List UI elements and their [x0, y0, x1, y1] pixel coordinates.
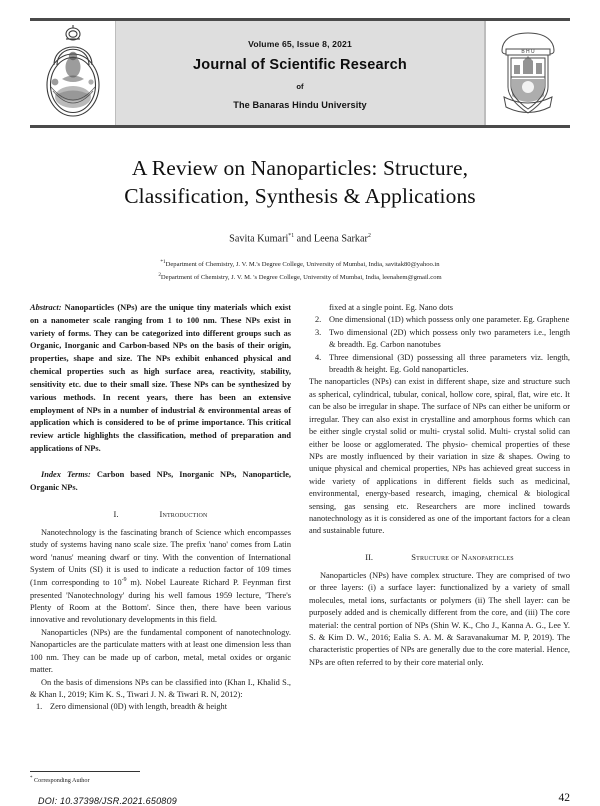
dimension-item-3-number: 3.: [315, 327, 322, 337]
affiliation-2: [30, 271, 570, 284]
intro-p1-part-b: m). Nobel Laureate Richard P. Feynman first presented 'Nanotechnology' during his well famous 1959 lecture, 'There's Plenty of Room at the Bottom'. Since then, there have been various innovative and revolutionary developments in this field.: [30, 578, 292, 625]
bhu-university-seal-icon: [42, 25, 104, 121]
dimension-item-3-text: Two dimensional (2D) which possess only two parameters i.e., length & breadth. Eg. Carbon nanotubes: [329, 327, 570, 350]
right-column: [309, 302, 570, 806]
section-1-number: I.: [113, 508, 119, 519]
index-terms-label: Index Terms:: [41, 469, 91, 479]
page-number: 42: [558, 791, 570, 804]
abstract-paragraph: [30, 302, 291, 456]
dimension-list-item-2: [309, 314, 570, 326]
intro-paragraph-2: Nanoparticles (NPs) are the fundamental component of nanotechnology. Nanoparticles are the particulate matters with at least one dimension less than 100 nm. They can be made up of carbon, metal, metal oxides or organic matter.: [30, 627, 291, 675]
section-1-title: Introduction: [159, 508, 208, 519]
affiliation-2-marker: 2: [158, 272, 161, 278]
affiliation-2-text: Department of Chemistry, J. V. M. 's Degree College, University of Mumbai, India, leenahem@gmail.com: [160, 274, 442, 282]
corresponding-author-text: Corresponding Author: [32, 776, 90, 784]
section-heading-structure: [309, 552, 570, 562]
right-paragraph-1: The nanoparticles (NPs) can exist in different shape, size and structure such as spherical, cylindrical, tubular, conical, hollow core, spiral, flat, wire etc. It can be also be irregular in shape. The surface of NPs can either be uniform or irregular. They can also exist in crystalline and amorphous forms which can be either single crystal solid or multi- crystal solid. Multi- crystal solid can either be loose or agglomerated. The physio- chemical properties of these NPs are mostly influenced by their variation in size & shapes. Owing to unique physical and chemical properties, NPs has achieved great success in wide variety of applications in different fields such as medicinal, environmental, energy-based research, imaging, chemical & biological sensing, gas sensing etc. Researchers are more inclined towards nanotechnology as it is considered as one of the important factors for a clean and sustainable future.: [309, 377, 570, 536]
section-2-number: II.: [365, 551, 374, 562]
dimension-list-item-4: [309, 352, 570, 377]
author-1-name: Savita Kumari: [229, 233, 289, 245]
journal-title: Journal of Scientific Research: [193, 56, 407, 73]
two-column-body: [30, 302, 570, 806]
journal-masthead: [30, 18, 570, 128]
dimension-list-item-3: [309, 327, 570, 352]
volume-issue-year: Volume 65, Issue 8, 2021: [248, 38, 352, 49]
affiliation-1-text: Department of Chemistry, J. V. M.'s Degree College, University of Mumbai, India, savitak80@yahoo.in: [165, 261, 440, 269]
corresponding-author-marker: *: [30, 775, 33, 781]
dimension-item-1-number: 1.: [36, 702, 43, 712]
index-terms-paragraph: [30, 469, 291, 495]
dimension-item-4-number: 4.: [315, 352, 322, 362]
corresponding-author-note: [30, 776, 291, 784]
affiliation-1: [30, 258, 570, 271]
journal-banner: [115, 21, 485, 125]
author-conjunction: and: [294, 233, 314, 245]
abstract-label: Abstract:: [30, 302, 62, 312]
intro-p1-exponent: -9: [121, 577, 127, 584]
bhu-university-seal-logo-cell: [30, 21, 115, 125]
right-paragraph-2: Nanoparticles (NPs) have complex structure. They are comprised of two or three layers: (i) a surface layer: functionalized by a variety of small molecules, metal ions, surfactants or polymers (ii) The shell layer: can be purposely added and is chemically different from the core, and (iii) The core material: the central portion of NPs (Shin W. K., Cho J., Kanna A. G., Lee Y. S. & Kim D. W., 2016; Ealia S. A. M. & Saravanakumar M. P, 2019). The characteristic properties of NPs are generally due to the core material. Hence, NPs are often referred to by their core material only.: [309, 570, 570, 667]
faculty-of-science-crest-logo-cell: [485, 21, 570, 125]
intro-paragraph-3: On the basis of dimensions NPs can be classified into (Khan I., Khalid S., & Khan I., 2019; Kim K. S., Tiwari J. N. & Tiwari R. N, 2012):: [30, 677, 291, 699]
author-list: [30, 233, 570, 244]
dimension-item-2-text: One dimensional (1D) which possess only one parameter. Eg. Graphene: [329, 315, 570, 325]
dimension-item-1-continuation: [309, 302, 570, 314]
faculty-of-science-crest-icon: [498, 27, 558, 119]
doi-value: 10.37398/JSR.2021.650809: [57, 795, 177, 806]
journal-university: The Banaras Hindu University: [233, 99, 367, 110]
abstract-text: Nanoparticles (NPs) are the unique tiny materials which exist on a nanometer scale ranging from 1 to 100 nm. These NPs exist in variety of forms. They can be categorized into different groups such as Organic, Inorganic and Carbon-based NPs on the basis of their origin, properties, shape and size. The NPs exhibit enhanced physical and chemical properties such as high surface area, reactivity, stability, sensitivity etc. due to their small size. These NPs can be synthesized by various methods. In recent years, there has been an extensive employment of NPs in a number of industrial & environmental areas of application which is considered to be of prime importance. This critical review article highlights the classification, method of preparation and applications of NPs.: [30, 302, 291, 454]
left-column: [30, 302, 291, 806]
journal-of-word: of: [296, 81, 304, 91]
dimension-item-4-text: Three dimensional (3D) possessing all three parameters viz. length, breadth & height. Eg. Gold nanoparticles.: [329, 352, 570, 374]
intro-p1-part-a: Nanotechnology is the fascinating branch of Science which encompasses study of systems having nano scale size. The prefix 'nano' comes from Latin word 'nanus' meaning dwarf or tiny. With the convention of International System of Units (SI) it is used to indicate a reduction factor of 109 times (1nm corresponding to 10: [30, 527, 291, 588]
section-2-title: Structure of Nanoparticles: [411, 551, 514, 562]
author-2-name: Leena Sarkar: [313, 233, 368, 245]
dimension-item-1-tail: fixed at a single point. Eg. Nano dots: [329, 302, 453, 312]
doi-label: DOI:: [38, 795, 58, 806]
intro-paragraph-1: [30, 527, 291, 627]
footnote-rule: [30, 771, 140, 772]
section-heading-introduction: [30, 509, 291, 519]
affiliation-1-marker: *1: [160, 259, 166, 266]
paper-title: [80, 154, 520, 211]
dimension-item-2-number: 2.: [315, 315, 322, 325]
paper-page: [0, 18, 600, 806]
dimension-list-item-1: [30, 701, 291, 713]
paper-title-line2: Classification, Synthesis & Applications: [124, 184, 476, 209]
svg-text:B H U: B H U: [521, 49, 535, 55]
author-2-marker: 2: [367, 232, 371, 239]
dimension-item-1-text: Zero dimensional (0D) with length, breadth & height: [50, 702, 228, 712]
doi-line[interactable]: [30, 796, 291, 806]
index-terms-text: Carbon based NPs, Inorganic NPs, Nanoparticle, Organic NPs.: [30, 469, 291, 492]
author-1-marker: *1: [288, 232, 295, 239]
affiliations: [30, 258, 570, 284]
paper-title-line1: A Review on Nanoparticles: Structure,: [131, 156, 469, 180]
